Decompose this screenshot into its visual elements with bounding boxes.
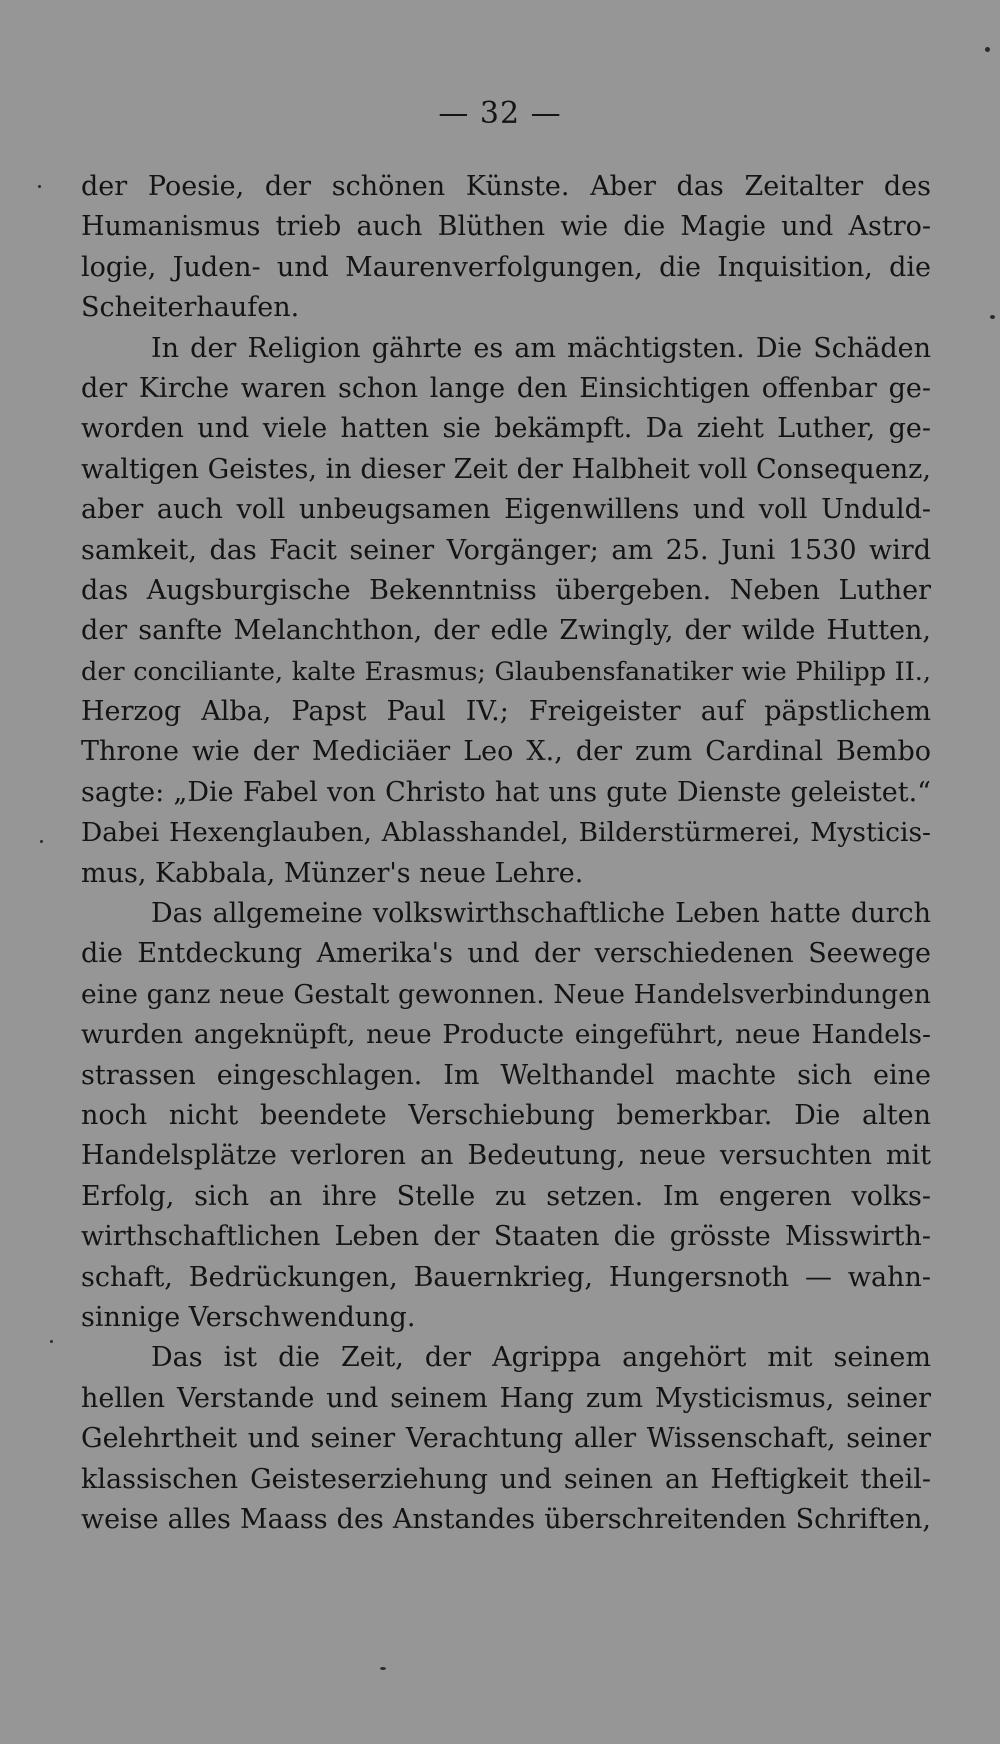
- text-line: Scheiterhaufen.: [81, 292, 300, 324]
- text-line: Humanismus trieb auch Blüthen wie die Magie und Astro-: [81, 211, 931, 243]
- scan-speck: [40, 840, 43, 843]
- scan-speck: [990, 315, 995, 319]
- text-line: logie, Juden- und Maurenverfolgungen, die Inquisition, die: [81, 251, 931, 283]
- scan-speck: [50, 1340, 53, 1343]
- page-number: — 32 —: [438, 96, 562, 131]
- body-text: [81, 167, 931, 1540]
- text-line: sagte: „Die Fabel von Christo hat uns gute Dienste geleistet.“: [81, 776, 931, 808]
- text-line: schaft, Bedrückungen, Bauernkrieg, Hungersnoth — wahn-: [81, 1261, 931, 1293]
- text-line: Das allgemeine volkswirthschaftliche Leben hatte durch: [151, 898, 931, 930]
- text-line: Erfolg, sich an ihre Stelle zu setzen. Im engeren volks-: [81, 1180, 931, 1212]
- text-line: der sanfte Melanchthon, der edle Zwingly, der wilde Hutten,: [81, 615, 931, 647]
- text-line: worden und viele hatten sie bekämpft. Da zieht Luther, ge-: [81, 413, 931, 445]
- text-line: der Kirche waren schon lange den Einsichtigen offenbar ge-: [81, 372, 931, 404]
- text-line: In der Religion gährte es am mächtigsten. Die Schäden: [151, 332, 931, 364]
- text-line: wurden angeknüpft, neue Producte eingeführt, neue Handels-: [81, 1019, 931, 1051]
- text-line: Throne wie der Mediciäer Leo X., der zum Cardinal Bembo: [81, 736, 931, 768]
- text-line: Gelehrtheit und seiner Verachtung aller Wissenschaft, seiner: [81, 1423, 931, 1455]
- text-line: Dabei Hexenglauben, Ablasshandel, Bilderstürmerei, Mysticis-: [81, 817, 931, 849]
- text-line: weise alles Maass des Anstandes überschreitenden Schriften,: [81, 1503, 931, 1535]
- text-line: aber auch voll unbeugsamen Eigenwillens und voll Unduld-: [81, 494, 931, 526]
- text-line: eine ganz neue Gestalt gewonnen. Neue Handelsverbindungen: [81, 978, 931, 1010]
- scan-speck: [380, 1667, 386, 1670]
- text-line: Handelsplätze verloren an Bedeutung, neue versuchten mit: [81, 1140, 931, 1172]
- scan-speck: [38, 185, 41, 188]
- text-line: die Entdeckung Amerika's und der verschiedenen Seewege: [81, 938, 931, 970]
- text-line: strassen eingeschlagen. Im Welthandel machte sich eine: [81, 1059, 931, 1091]
- text-line: hellen Verstande und seinem Hang zum Mysticismus, seiner: [81, 1382, 931, 1414]
- text-line: klassischen Geisteserziehung und seinen an Heftigkeit theil-: [81, 1463, 931, 1495]
- text-line: das Augsburgische Bekenntniss übergeben. Neben Luther: [81, 574, 931, 606]
- text-line: waltigen Geistes, in dieser Zeit der Halbheit voll Consequenz,: [81, 453, 931, 485]
- text-line: noch nicht beendete Verschiebung bemerkbar. Die alten: [81, 1099, 931, 1131]
- text-line: der conciliante, kalte Erasmus; Glaubensfanatiker wie Philipp II.,: [81, 656, 931, 687]
- text-line: wirthschaftlichen Leben der Staaten die grösste Misswirth-: [81, 1221, 931, 1253]
- text-line: mus, Kabbala, Münzer's neue Lehre.: [81, 857, 584, 889]
- text-line: der Poesie, der schönen Künste. Aber das Zeitalter des: [81, 171, 931, 202]
- text-line: samkeit, das Facit seiner Vorgänger; am 25. Juni 1530 wird: [81, 534, 931, 566]
- text-line: Das ist die Zeit, der Agrippa angehört mit seinem: [151, 1342, 931, 1374]
- text-line: Herzog Alba, Papst Paul IV.; Freigeister auf päpstlichem: [81, 696, 931, 728]
- scan-speck: [985, 47, 990, 52]
- text-line: sinnige Verschwendung.: [81, 1301, 416, 1333]
